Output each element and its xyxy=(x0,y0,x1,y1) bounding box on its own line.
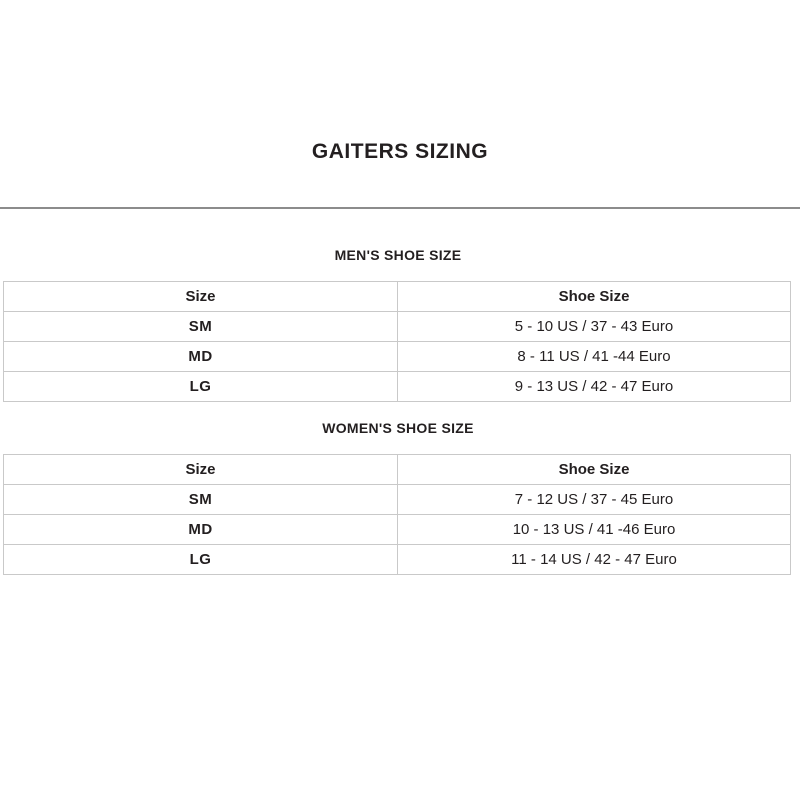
table-row xyxy=(4,312,791,342)
shoe-size-cell: 11 - 14 US / 42 - 47 Euro xyxy=(398,545,791,575)
size-cell: LG xyxy=(4,545,398,575)
column-header-size: Size xyxy=(4,455,398,485)
shoe-size-cell: 9 - 13 US / 42 - 47 Euro xyxy=(398,372,791,402)
table-row xyxy=(4,372,791,402)
size-cell: MD xyxy=(4,515,398,545)
mens-size-table xyxy=(3,281,791,402)
mens-section-heading: MEN'S SHOE SIZE xyxy=(334,247,462,263)
size-cell: SM xyxy=(4,485,398,515)
column-header-size: Size xyxy=(4,282,398,312)
shoe-size-cell: 7 - 12 US / 37 - 45 Euro xyxy=(398,485,791,515)
table-row xyxy=(4,545,791,575)
table-row xyxy=(4,342,791,372)
table-row xyxy=(4,485,791,515)
table-header-row xyxy=(4,282,791,312)
shoe-size-cell: 10 - 13 US / 41 -46 Euro xyxy=(398,515,791,545)
table-header-row xyxy=(4,455,791,485)
size-cell: MD xyxy=(4,342,398,372)
size-cell: SM xyxy=(4,312,398,342)
table-row xyxy=(4,515,791,545)
page-title: GAITERS SIZING xyxy=(311,140,489,163)
column-header-shoe-size: Shoe Size xyxy=(398,282,791,312)
column-header-shoe-size: Shoe Size xyxy=(398,455,791,485)
title-divider xyxy=(0,207,800,209)
shoe-size-cell: 8 - 11 US / 41 -44 Euro xyxy=(398,342,791,372)
womens-section-heading: WOMEN'S SHOE SIZE xyxy=(322,420,474,436)
size-cell: LG xyxy=(4,372,398,402)
womens-size-table xyxy=(3,454,791,575)
shoe-size-cell: 5 - 10 US / 37 - 43 Euro xyxy=(398,312,791,342)
